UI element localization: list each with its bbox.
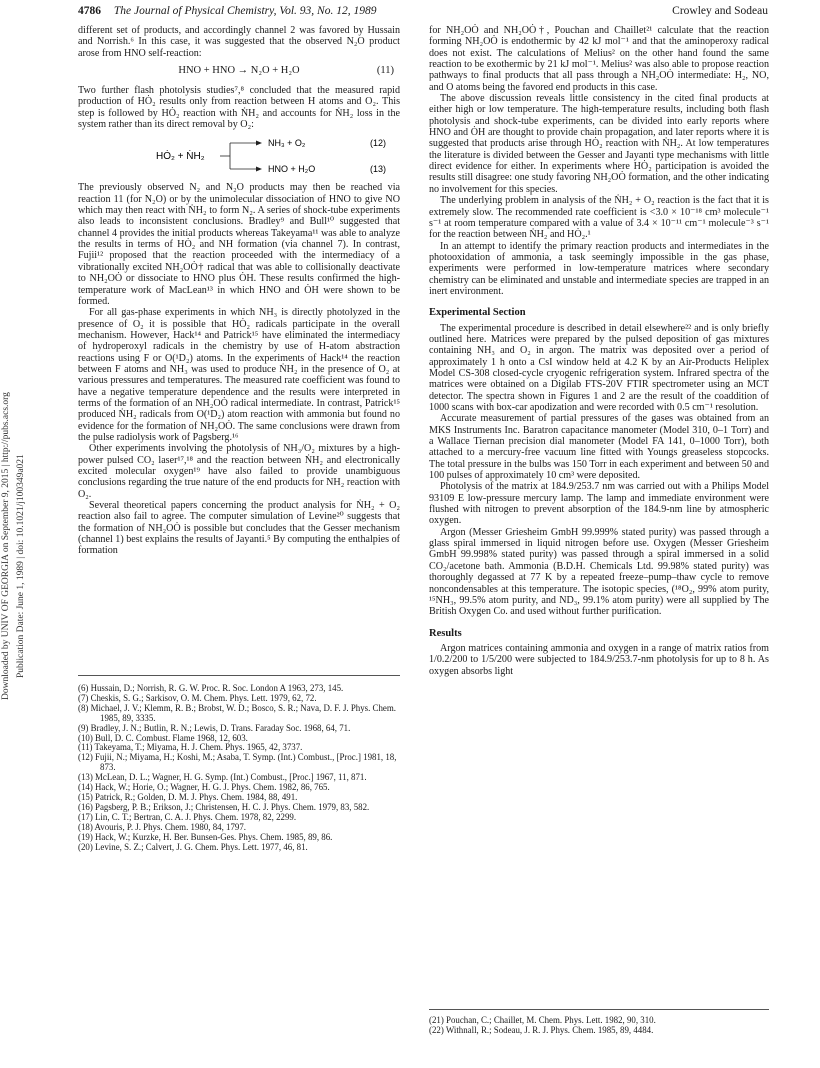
- reference: (17) Lin, C. T.; Bertran, C. A. J. Phys. Chem. 1978, 82, 2299.: [78, 811, 297, 822]
- paragraph: Photolysis of the matrix at 184.9/253.7 nm was carried out with a Philips Model 93109 E low-pressure mercury lamp. The lamp and immediate environment were flushed with nitrogen to prevent absorption of the 184.9-nm line by atmospheric oxygen.: [429, 481, 769, 527]
- paragraph: The underlying problem in analysis of the ṄH₂ + O₂ reaction is the fact that it is extremely slow. The recommended rate coefficient is <3.0 × 10⁻¹⁸ cm³ molecule⁻¹ s⁻¹ at room temperature compared with a value of 3.4 × 10⁻¹¹ cm⁻¹ molecule⁻³ s⁻¹ for the reaction between ṄH₂ and HȮ₂.¹: [429, 195, 769, 241]
- references-left: [78, 675, 400, 852]
- reference: (14) Hack, W.; Horie, O.; Wagner, H. G. J. Phys. Chem. 1982, 86, 765.: [78, 782, 330, 793]
- paragraph: for NH₂OȮ and NH₂OȮ†, Pouchan and Chaillet²¹ calculate that the reaction forming NH₂OȮ is endothermic by 42 kJ mol⁻¹ and that the aminoperoxy radical does not exist. The calculations of Melius² on the other hand found the same reaction to be exothermic by 21 kJ mol⁻¹. Melius² was also able to propose reaction pathways to final products that all pass through a NH₂OȮ intermediate: H₂, NO, and O atoms being the favored end products in this case.: [429, 25, 769, 93]
- paragraph: For all gas-phase experiments in which NH₃ is directly photolyzed in the presence of O₂ it is possible that HȮ₂ radicals participate in the overall mechanism. However, Hack¹⁴ and Patrick¹⁵ have eliminated the intermediacy of hydroperoxyl radicals in the chemistry by use of H-atom abstraction reactions using F or O(¹D₂) atoms. In the experiments of Hack¹⁴ the reaction between F atoms and NH₃ was used to produce ṄH₂ in the presence of O₂ at various pressures and temperatures. The measured rate coefficient was found to have a negative temperature dependence and the results were interpreted in terms of the formation of an NH₂OȮ radical intermediate. In contrast, Patrick¹⁵ produced ṄH₂ radicals from O(¹D₂) atom reaction with ammonia but found no evidence for the formation of NH₂OȮ. The same conclusions were drawn from the pulse radiolysis work of Pagsberg.¹⁶: [78, 307, 400, 443]
- equation-text: HNO + HNO → N₂O + H₂O: [178, 65, 300, 77]
- equation-number-12: (12): [370, 138, 387, 149]
- paragraph: Other experiments involving the photolysis of NH₃/O₂ mixtures by a high-power pulsed CO₂ laser¹⁷,¹⁸ and the reaction between ṄH₂ and electronically excited molecular oxygen¹⁹ have also failed to provide unambiguous conclusions regarding the true nature of the end products for NH₂ reaction with O₂.: [78, 443, 400, 500]
- download-watermark: [0, 330, 48, 710]
- references-right: [429, 1009, 769, 1036]
- products-12: NH₃ + O₂: [268, 138, 306, 149]
- journal-citation: The Journal of Physical Chemistry, Vol. 93, No. 12, 1989: [113, 5, 377, 17]
- paragraph: The previously observed N₂ and N₂O products may then be reached via reaction 11 (for N₂O) or by the unimolecular dissociation of HNO to give NO which may then react with ṄH₂ to form N₂. A series of shock-tube experiments also leads to inconsistent conclusions. Bradley⁹ and Bull¹⁰ suggested that channel 4 provides the initial products whereas Takeyama¹¹ was able to analyze the results in terms of HȮ₂ and NH formation (via channel 7). In contrast, Fujii¹² proposed that the reaction proceeded with the intermediacy of a vibrationally excited NH₂OȮ† radical that was able to collisionally deactivate to NH₂OȮ or dissociate to HNO plus ȮH. These results confirmed the high-temperature work of MacLean¹³ in which HNO and ȮH were shown to be formed.: [78, 182, 400, 307]
- reference: (10) Bull, D. C. Combust. Flame 1968, 12, 603.: [78, 732, 248, 743]
- section-heading: Experimental Section: [429, 307, 526, 319]
- reference: (18) Avouris, P. J. Phys. Chem. 1980, 84, 1797.: [78, 821, 246, 832]
- reference: (13) McLean, D. L.; Wagner, H. G. Symp. (Int.) Combust., [Proc.] 1967, 11, 871.: [78, 772, 367, 783]
- branching-reaction-diagram: [78, 134, 400, 176]
- publication-line: Publication Date: June 1, 1989 | doi: 10.1021/j100349a021: [16, 454, 26, 678]
- paragraph: Two further flash photolysis studies⁷,⁸ concluded that the measured rapid production of HȮ₂ results only from reaction between H atoms and O₂. This step is followed by HȮ₂ reaction with ṄH₂ and accounts for ṄH₂ loss in the system rather than its direct removal by O₂:: [78, 85, 400, 131]
- equation-number: (11): [376, 65, 394, 77]
- reference: (6) Hussain, D.; Norrish, R. G. W. Proc. R. Soc. London A 1963, 273, 145.: [78, 683, 344, 693]
- left-column: [78, 25, 400, 557]
- reference: (8) Michael, J. V.; Klemm, R. B.; Brobst, W. D.; Bosco, S. R.; Nava, D. F. J. Phys. Chem. 1985, 89, 3335.: [78, 702, 396, 723]
- equation-11: [78, 65, 400, 79]
- reference: (9) Bradley, J. N.; Butlin, R. N.; Lewis, D. Trans. Faraday Soc. 1968, 64, 71.: [78, 722, 351, 733]
- reference: (11) Takeyama, T.; Miyama, H. J. Chem. Phys. 1965, 42, 3737.: [78, 742, 303, 753]
- running-header: [78, 5, 768, 21]
- section-heading: Results: [429, 627, 462, 639]
- reactants: HȮ₂ + ṄH₂: [156, 151, 205, 163]
- paragraph: different set of products, and accordingly channel 2 was favored by Hussain and Norrish.⁶ In this case, it was suggested that the observed N₂O product arose from HNO self-reaction:: [78, 25, 400, 59]
- reference: (16) Pagsberg, P. B.; Erikson, J.; Christensen, H. C. J. Phys. Chem. 1979, 83, 582.: [78, 801, 370, 812]
- paragraph: Argon (Messer Griesheim GmbH 99.999% stated purity) was passed through a glass spiral immersed in liquid nitrogen before use. Oxygen (Messer Griesheim GmbH 99.998% stated purity) was passed through a spiral immersed in a solid CO₂/acetone bath. Ammonia (B.D.H. Chemicals Ltd. 99.98% stated purity) was thoroughly degassed at 77 K by a repeated freeze–pump–thaw cycle to remove noncondensables at this temperature. The isotopic species, (¹⁸O₂, 99% atom purity, ¹⁵NH₃, 99.5% atom purity, and ND₃, 99.1% atom purity) were all supplied by The British Oxygen Co. and used without further purification.: [429, 526, 769, 618]
- arrowhead-lower: [256, 167, 262, 172]
- running-authors: Crowley and Sodeau: [672, 5, 768, 17]
- equation-number-13: (13): [370, 164, 387, 175]
- reference: (20) Levine, S. Z.; Calvert, J. G. Chem. Phys. Lett. 1977, 46, 81.: [78, 841, 308, 852]
- paragraph: In an attempt to identify the primary reaction products and intermediates in the photooxidation of ammonia, a task seemingly impossible in the gas phase, experiments were performed in low-temperature matrices where secondary chemistry can be eliminated and unstable and intermediate species are trapped in an inert environment.: [429, 240, 769, 297]
- reference: (15) Patrick, R.; Golden, D. M. J. Phys. Chem. 1984, 88, 491.: [78, 791, 298, 802]
- reference: (7) Cheskis, S. G.; Sarkisov, O. M. Chem. Phys. Lett. 1979, 62, 72.: [78, 692, 317, 703]
- right-column: [429, 25, 769, 677]
- paragraph: Several theoretical papers concerning the product analysis for ṄH₂ + O₂ reaction also fail to agree. The computer simulation of Levine²⁰ suggests that the formation of NH₂OȮ is possible but concludes that the Gesser mechanism (channel 1) best explains the results of Jayanti.⁵ By computing the enthalpies of formation: [78, 500, 400, 557]
- products-13: HNO + H₂O: [268, 164, 316, 175]
- download-line: Downloaded by UNIV OF GEORGIA on September 9, 2015 | http://pubs.acs.org: [1, 392, 11, 700]
- reference: (21) Pouchan, C.; Chaillet, M. Chem. Phys. Lett. 1982, 90, 310.: [429, 1015, 656, 1025]
- paragraph: Accurate measurement of partial pressures of the gases was obtained from an MKS Instruments Inc. Baratron capacitance manometer (Model 310, 0–1 Torr) and a Wallace Tiernan precision dial manometer (Model FA 141, 0–1000 Torr), both attached to a mercury-free vacuum line fitted with Youngs greaseless stopcocks. The total pressure in the bulbs was 150 Torr in each experiment and between 50 and 100 pulses of approximately 10 cm³ were deposited.: [429, 413, 769, 482]
- arrowhead-upper: [256, 141, 262, 146]
- reference: (22) Withnall, R.; Sodeau, J. R. J. Phys. Chem. 1985, 89, 4484.: [429, 1024, 654, 1035]
- paragraph: The experimental procedure is described in detail elsewhere²² and is only briefly outlined here. Matrices were prepared by the pulsed deposition of gas mixtures containing NH₃ and O₂ in argon. The matrix was deposited over a period of approximately 1 h onto a CsI window held at 4.2 K by an Air-Products Heliplex Model CS-308 closed-cycle cryogenic refrigeration system. Infrared spectra of the matrices were obtained on a Digilab FTS-20V FTIR spectrometer using an MCT detector. The spectra shown in Figures 1 and 2 are the result of the coaddition of 1000 scans with box-car apodization and were recorded with 0.5 cm⁻¹ resolution.: [429, 322, 769, 413]
- paragraph: Argon matrices containing ammonia and oxygen in a range of matrix ratios from 1/0.2/200 to 1/5/200 were subjected to 184.9/253.7-nm photolysis for up to 8 h. As oxygen absorbs light: [429, 642, 769, 677]
- reference: (19) Hack, W.; Kurzke, H. Ber. Bunsen-Ges. Phys. Chem. 1985, 89, 86.: [78, 831, 333, 842]
- reference: (12) Fujii, N.; Miyama, H.; Koshi, M.; Asaba, T. Symp. (Int.) Combust., [Proc.] 1981, 18, 873.: [78, 752, 397, 773]
- page-number: 4786: [78, 5, 101, 17]
- paragraph: The above discussion reveals little consistency in the cited final products at either high or low temperature. The high-temperature results, including both flash photolysis and shock-tube experiments, can be divided into early reports where HNO and ȮH are thought to provide chain propagation, and later reports where it is suggested that products arise through HȮ₂ reaction with ṄH₂. At low temperatures the literature is divided between the Gesser and Jayanti type mechanisms with little direct evidence for either. In experiments where HȮ₂ participation is avoided the results still disagree: one study favoring NH₂OȮ formation, and the other indicating no involvement for this species.: [429, 93, 769, 195]
